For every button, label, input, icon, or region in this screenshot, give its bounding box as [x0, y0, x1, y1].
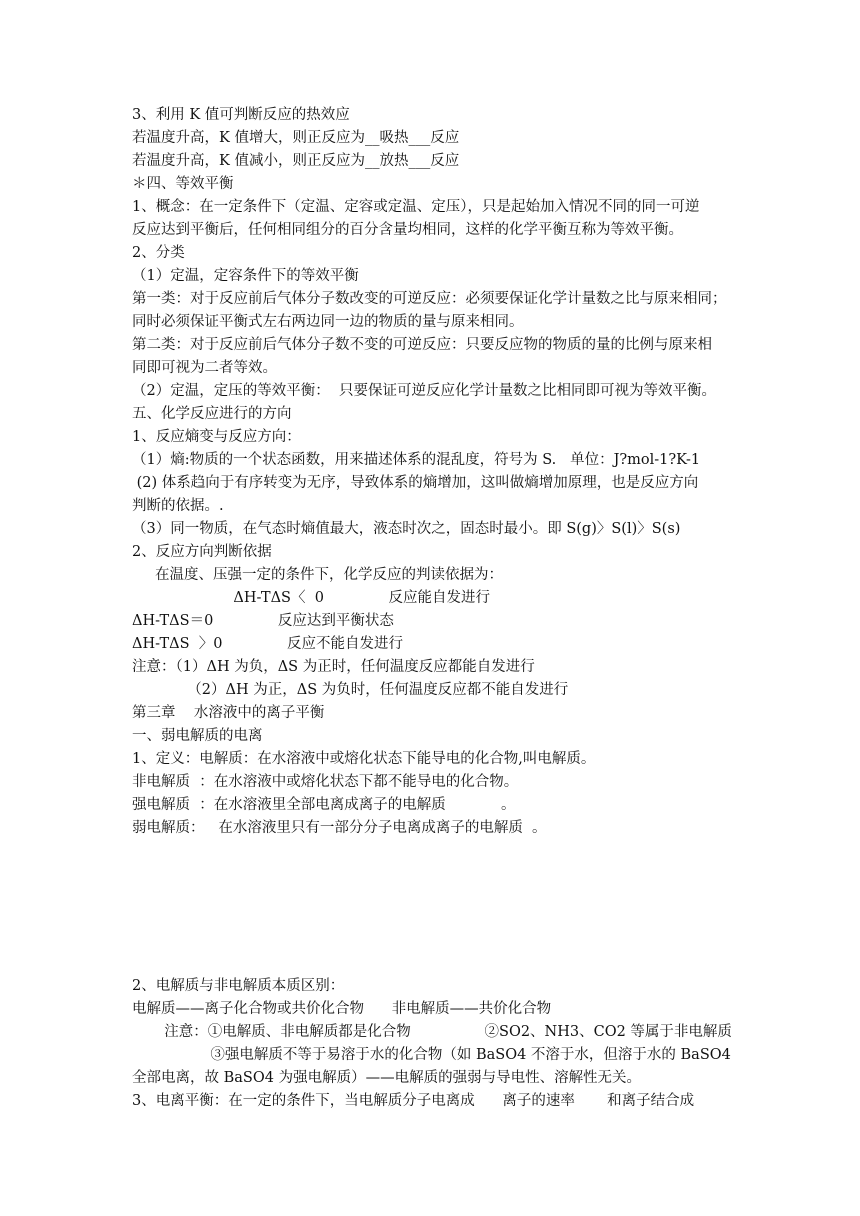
text-line: 第一类：对于反应前后气体分子数改变的可逆反应：必须要保证化学计量数之比与原来相同；	[132, 291, 727, 307]
text-line: (2) 体系趋向于有序转变为无序，导致体系的熵增加，这叫做熵增加原理，也是反应方向	[132, 475, 699, 491]
section-heading: 五、化学反应进行的方向	[132, 406, 292, 422]
text-line: 反应达到平衡后，任何相同组分的百分含量均相同，这样的化学平衡互称为等效平衡。	[132, 222, 683, 238]
text-line: 1、概念：在一定条件下（定温、定容或定温、定压），只是起始加入情况不同的同一可逆	[132, 199, 700, 215]
text-line: 2、电解质与非电解质本质区别：	[132, 978, 345, 994]
text-line: 非电解质 ：在水溶液中或熔化状态下都不能导电的化合物。	[132, 774, 519, 790]
section-heading: ＊四、等效平衡	[132, 176, 234, 192]
text-line: 强电解质 ：在水溶液里全部电离成离子的电解质 。	[132, 797, 516, 813]
text-line: 全部电离，故 BaSO4 为强电解质）——电解质的强弱与导电性、溶解性无关。	[132, 1070, 642, 1086]
text-line: （1）熵:物质的一个状态函数，用来描述体系的混乱度，符号为 S. 单位：J?mol-1?K-1	[132, 452, 701, 468]
text-line: 2、反应方向判断依据	[132, 544, 272, 560]
text-line: （1）定温，定容条件下的等效平衡	[132, 268, 359, 284]
text-line: 2、分类	[132, 245, 185, 261]
text-line: ΔH-TΔS＝0 反应达到平衡状态	[132, 613, 394, 629]
text-line: 1、定义：电解质：在水溶液中或熔化状态下能导电的化合物,叫电解质。	[132, 751, 596, 767]
text-line: （3）同一物质，在气态时熵值最大，液态时次之，固态时最小。即 S(g)〉S(l)〉S(s)	[132, 521, 681, 537]
text-line: 同时必须保证平衡式左右两边同一边的物质的量与原来相同。	[132, 314, 524, 330]
text-line: （2）ΔH 为正，ΔS 为负时，任何温度反应都不能自发进行	[132, 682, 569, 698]
text-line: 弱电解质： 在水溶液里只有一部分分子电离成离子的电解质 。	[132, 820, 547, 836]
section-heading: 一、弱电解质的电离	[132, 728, 263, 744]
text-line: 1、反应熵变与反应方向：	[132, 429, 301, 445]
text-line: 第二类：对于反应前后气体分子数不变的可逆反应：只要反应物的物质的量的比例与原来相	[132, 337, 712, 353]
text-line: 判断的依据。.	[132, 498, 224, 514]
text-line: 同即可视为二者等效。	[132, 360, 277, 376]
text-line: 注意：（1）ΔH 为负，ΔS 为正时，任何温度反应都能自发进行	[132, 659, 535, 675]
text-line: ΔH-TΔS〈 0 反应能自发进行	[132, 590, 490, 606]
text-line: 若温度升高，K 值增大，则正反应为__吸热___反应	[132, 130, 460, 146]
text-line: （2）定温，定压的等效平衡： 只要保证可逆反应化学计量数之比相同即可视为等效平衡。	[132, 383, 716, 399]
text-line: 电解质——离子化合物或共价化合物 非电解质——共价化合物	[132, 1001, 552, 1017]
text-line: 在温度、压强一定的条件下，化学反应的判读依据为：	[132, 567, 504, 583]
text-line: 注意：①电解质、非电解质都是化合物 ②SO2、NH3、CO2 等属于非电解质	[132, 1024, 732, 1040]
text-line: 3、电离平衡：在一定的条件下，当电解质分子电离成 离子的速率 和离子结合成	[132, 1093, 695, 1109]
text-line: 3、利用 K 值可判断反应的热效应	[132, 107, 350, 123]
chapter-heading: 第三章 水溶液中的离子平衡	[132, 705, 325, 721]
text-line: ③强电解质不等于易溶于水的化合物（如 BaSO4 不溶于水，但溶于水的 BaSO4	[132, 1047, 731, 1063]
text-line: 若温度升高，K 值减小，则正反应为__放热___反应	[132, 153, 460, 169]
text-line: ΔH-TΔS 〉0 反应不能自发进行	[132, 636, 404, 652]
